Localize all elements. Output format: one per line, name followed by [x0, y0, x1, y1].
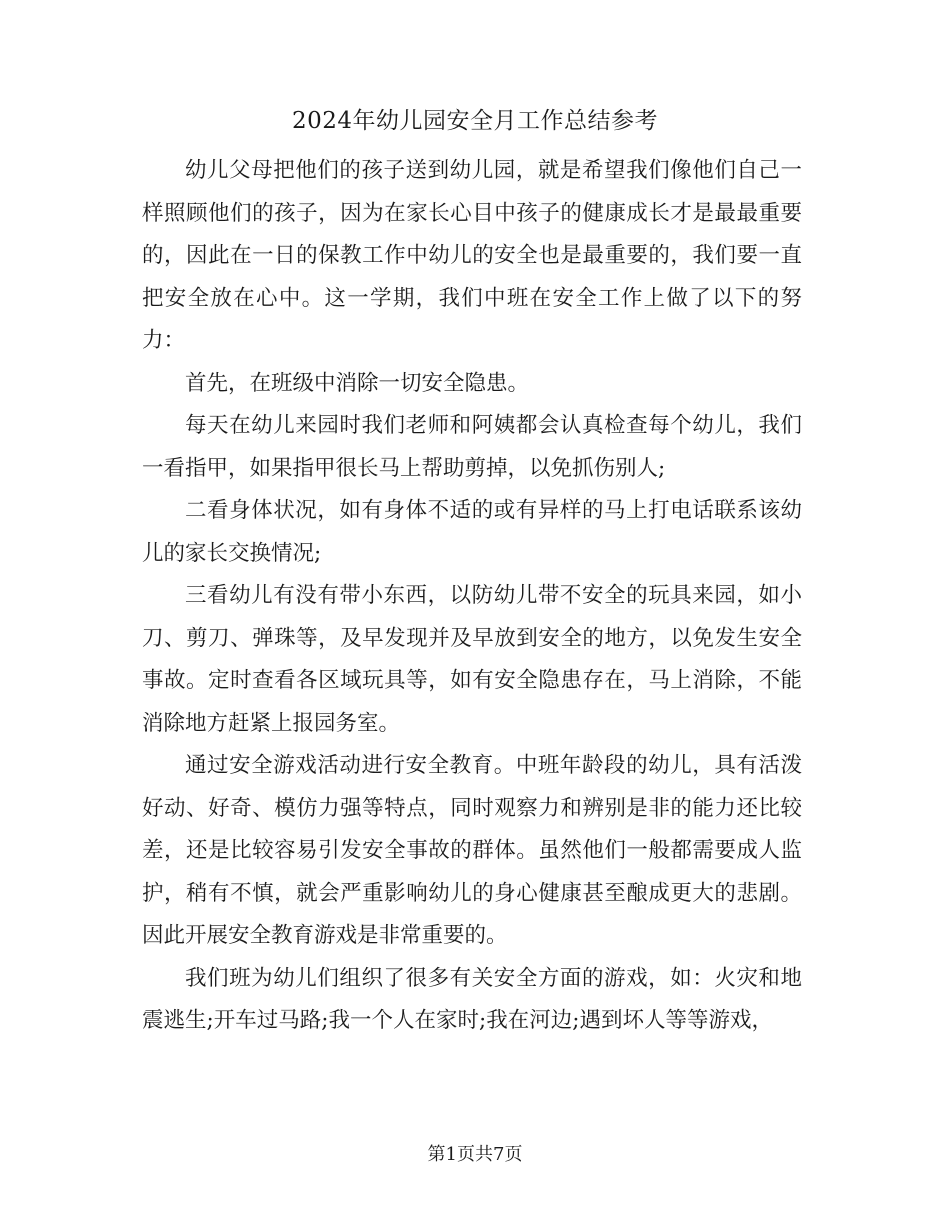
paragraph: 通过安全游戏活动进行安全教育。中班年龄段的幼儿，具有活泼好动、好奇、模仿力强等特点，同时观察力和辨别是非的能力还比较差，还是比较容易引发安全事故的群体。虽然他们一般都需要成人监护，稍有不慎，就会严重影响幼儿的身心健康甚至酿成更大的悲剧。因此开展安全教育游戏是非常重要的。: [142, 753, 802, 948]
paragraph: 每天在幼儿来园时我们老师和阿姨都会认真检查每个幼儿，我们一看指甲，如果指甲很长马上帮助剪掉，以免抓伤别人;: [142, 413, 802, 481]
paragraph: 幼儿父母把他们的孩子送到幼儿园，就是希望我们像他们自己一样照顾他们的孩子，因为在家长心目中孩子的健康成长才是最最重要的，因此在一日的保教工作中幼儿的安全也是最重要的，我们要一直把安全放在心中。这一学期，我们中班在安全工作上做了以下的努力：: [142, 158, 802, 353]
paragraph: 三看幼儿有没有带小东西，以防幼儿带不安全的玩具来园，如小刀、剪刀、弹珠等，及早发现并及早放到安全的地方，以免发生安全事故。定时查看各区域玩具等，如有安全隐患存在，马上消除，不能消除地方赶紧上报园务室。: [142, 583, 802, 736]
paragraph: 二看身体状况，如有身体不适的或有异样的马上打电话联系该幼儿的家长交换情况;: [142, 498, 802, 566]
paragraph: 首先，在班级中消除一切安全隐患。: [185, 370, 530, 396]
document-body: [142, 150, 802, 1043]
page-footer: 第1页共7页: [427, 1144, 523, 1165]
paragraph: 我们班为幼儿们组织了很多有关安全方面的游戏，如：火灾和地震逃生;开车过马路;我一个人在家时;我在河边;遇到坏人等等游戏，: [142, 965, 802, 1033]
document-title: 2024年幼儿园安全月工作总结参考: [291, 108, 659, 134]
